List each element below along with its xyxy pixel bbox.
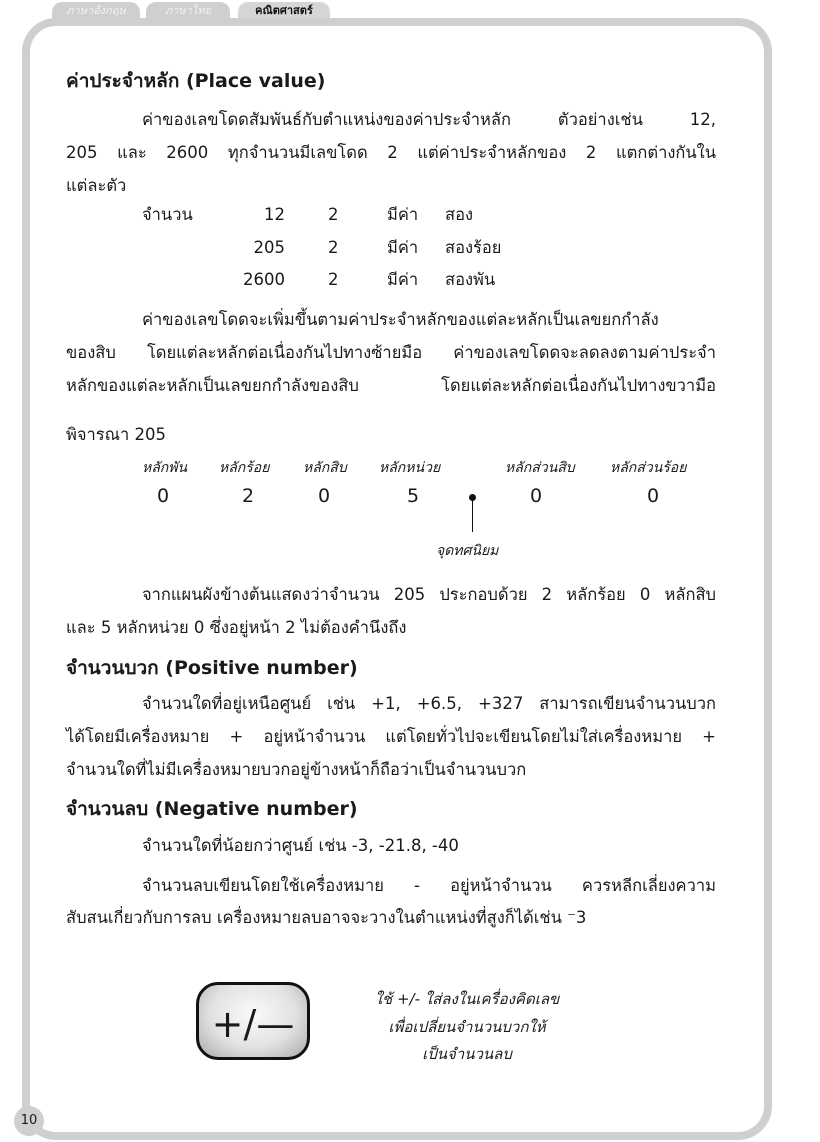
digit: 0: [647, 485, 660, 507]
tab-math[interactable]: คณิตศาสตร์: [238, 2, 330, 20]
paragraph-line: 205 และ 2600 ทุกจำนวนมีเลขโดด 2 แต่ค่าประจำหลักของ 2 แตกต่างกันใน: [66, 143, 716, 162]
paragraph-line: สับสนเกี่ยวกับการลบ เครื่องหมายลบอาจจะวางในตำแหน่งที่สูงก็ได้เช่น ⁻3: [66, 908, 587, 927]
digit: 2: [328, 238, 339, 257]
place-label: หลักร้อย: [219, 460, 270, 476]
digit: 2: [328, 205, 339, 224]
paragraph-line: หลักของแต่ละหลักเป็นเลขยกกำลังของสิบ โดยแต่ละหลักต่อเนื่องกันไปทางขวามือ: [66, 376, 716, 395]
place-label: หลักส่วนสิบ: [505, 460, 575, 476]
digit: 0: [318, 485, 331, 507]
paragraph-line: แต่ละตัว: [66, 176, 127, 195]
paragraph-line: จากแผนผังข้างต้นแสดงว่าจำนวน 205 ประกอบด้วย 2 หลักร้อย 0 หลักสิบ: [142, 585, 716, 604]
consider-label: พิจารณา 205: [66, 425, 166, 444]
page-number: 10: [14, 1106, 44, 1136]
page-frame: [22, 18, 772, 1140]
number: 205: [253, 238, 285, 257]
place-label: หลักหน่วย: [379, 460, 441, 476]
heading-place-value: ค่าประจำหลัก (Place value): [66, 70, 326, 92]
caption-line: เป็นจำนวนลบ: [422, 1045, 512, 1063]
value-word: สองพัน: [445, 270, 496, 289]
paragraph-line: จำนวนใดที่อยู่เหนือศูนย์ เช่น +1, +6.5, +327 สามารถเขียนจำนวนบวก: [142, 694, 716, 713]
has-value: มีค่า: [387, 270, 419, 289]
place-label: หลักสิบ: [303, 460, 347, 476]
value-word: สองร้อย: [445, 238, 502, 257]
paragraph-line: ค่าของเลขโดดจะเพิ่มขึ้นตามค่าประจำหลักของแต่ละหลักเป็นเลขยกกำลัง: [142, 310, 659, 329]
digit: 5: [407, 485, 420, 507]
tab-english[interactable]: ภาษาอังกฤษ: [52, 2, 140, 20]
heading-positive-number: จำนวนบวก (Positive number): [66, 657, 358, 679]
digit: 0: [530, 485, 543, 507]
heading-negative-number: จำนวนลบ (Negative number): [66, 798, 358, 820]
place-label: หลักพัน: [142, 460, 188, 476]
paragraph-line: จำนวนใดที่ไม่มีเครื่องหมายบวกอยู่ข้างหน้าก็ถือว่าเป็นจำนวนบวก: [66, 760, 527, 779]
digit: 0: [157, 485, 170, 507]
digit: 2: [242, 485, 255, 507]
digit: 2: [328, 270, 339, 289]
paragraph-line: ของสิบ โดยแต่ละหลักต่อเนื่องกันไปทางซ้ายมือ ค่าของเลขโดดจะลดลงตามค่าประจำ: [66, 343, 716, 362]
paragraph-line: จำนวนลบเขียนโดยใช้เครื่องหมาย - อยู่หน้าจำนวน ควรหลีกเลี่ยงความ: [142, 876, 716, 895]
paragraph-line: จำนวนใดที่น้อยกว่าศูนย์ เช่น -3, -21.8, -40: [142, 836, 459, 855]
plus-minus-key: +/—: [196, 982, 310, 1060]
caption-line: เพื่อเปลี่ยนจำนวนบวกให้: [388, 1018, 546, 1036]
number: 2600: [243, 270, 285, 289]
place-label: หลักส่วนร้อย: [610, 460, 687, 476]
has-value: มีค่า: [387, 205, 419, 224]
caption-line: ใช้ +/- ใส่ลงในเครื่องคิดเลข: [374, 990, 560, 1008]
decimal-point-label: จุดทศนิยม: [436, 543, 499, 559]
paragraph-line: ได้โดยมีเครื่องหมาย + อยู่หน้าจำนวน แต่โดยทั่วไปจะเขียนโดยไม่ใส่เครื่องหมาย +: [66, 727, 716, 746]
tab-thai[interactable]: ภาษาไทย: [146, 2, 230, 20]
has-value: มีค่า: [387, 238, 419, 257]
value-word: สอง: [445, 205, 474, 224]
number: 12: [264, 205, 285, 224]
table-label: จำนวน: [142, 205, 193, 224]
paragraph-line: และ 5 หลักหน่วย 0 ซึ่งอยู่หน้า 2 ไม่ต้องคำนึงถึง: [66, 618, 407, 637]
pointer-line: [472, 500, 473, 532]
paragraph-line: ค่าของเลขโดดสัมพันธ์กับตำแหน่งของค่าประจำหลัก ตัวอย่างเช่น 12,: [142, 110, 716, 129]
